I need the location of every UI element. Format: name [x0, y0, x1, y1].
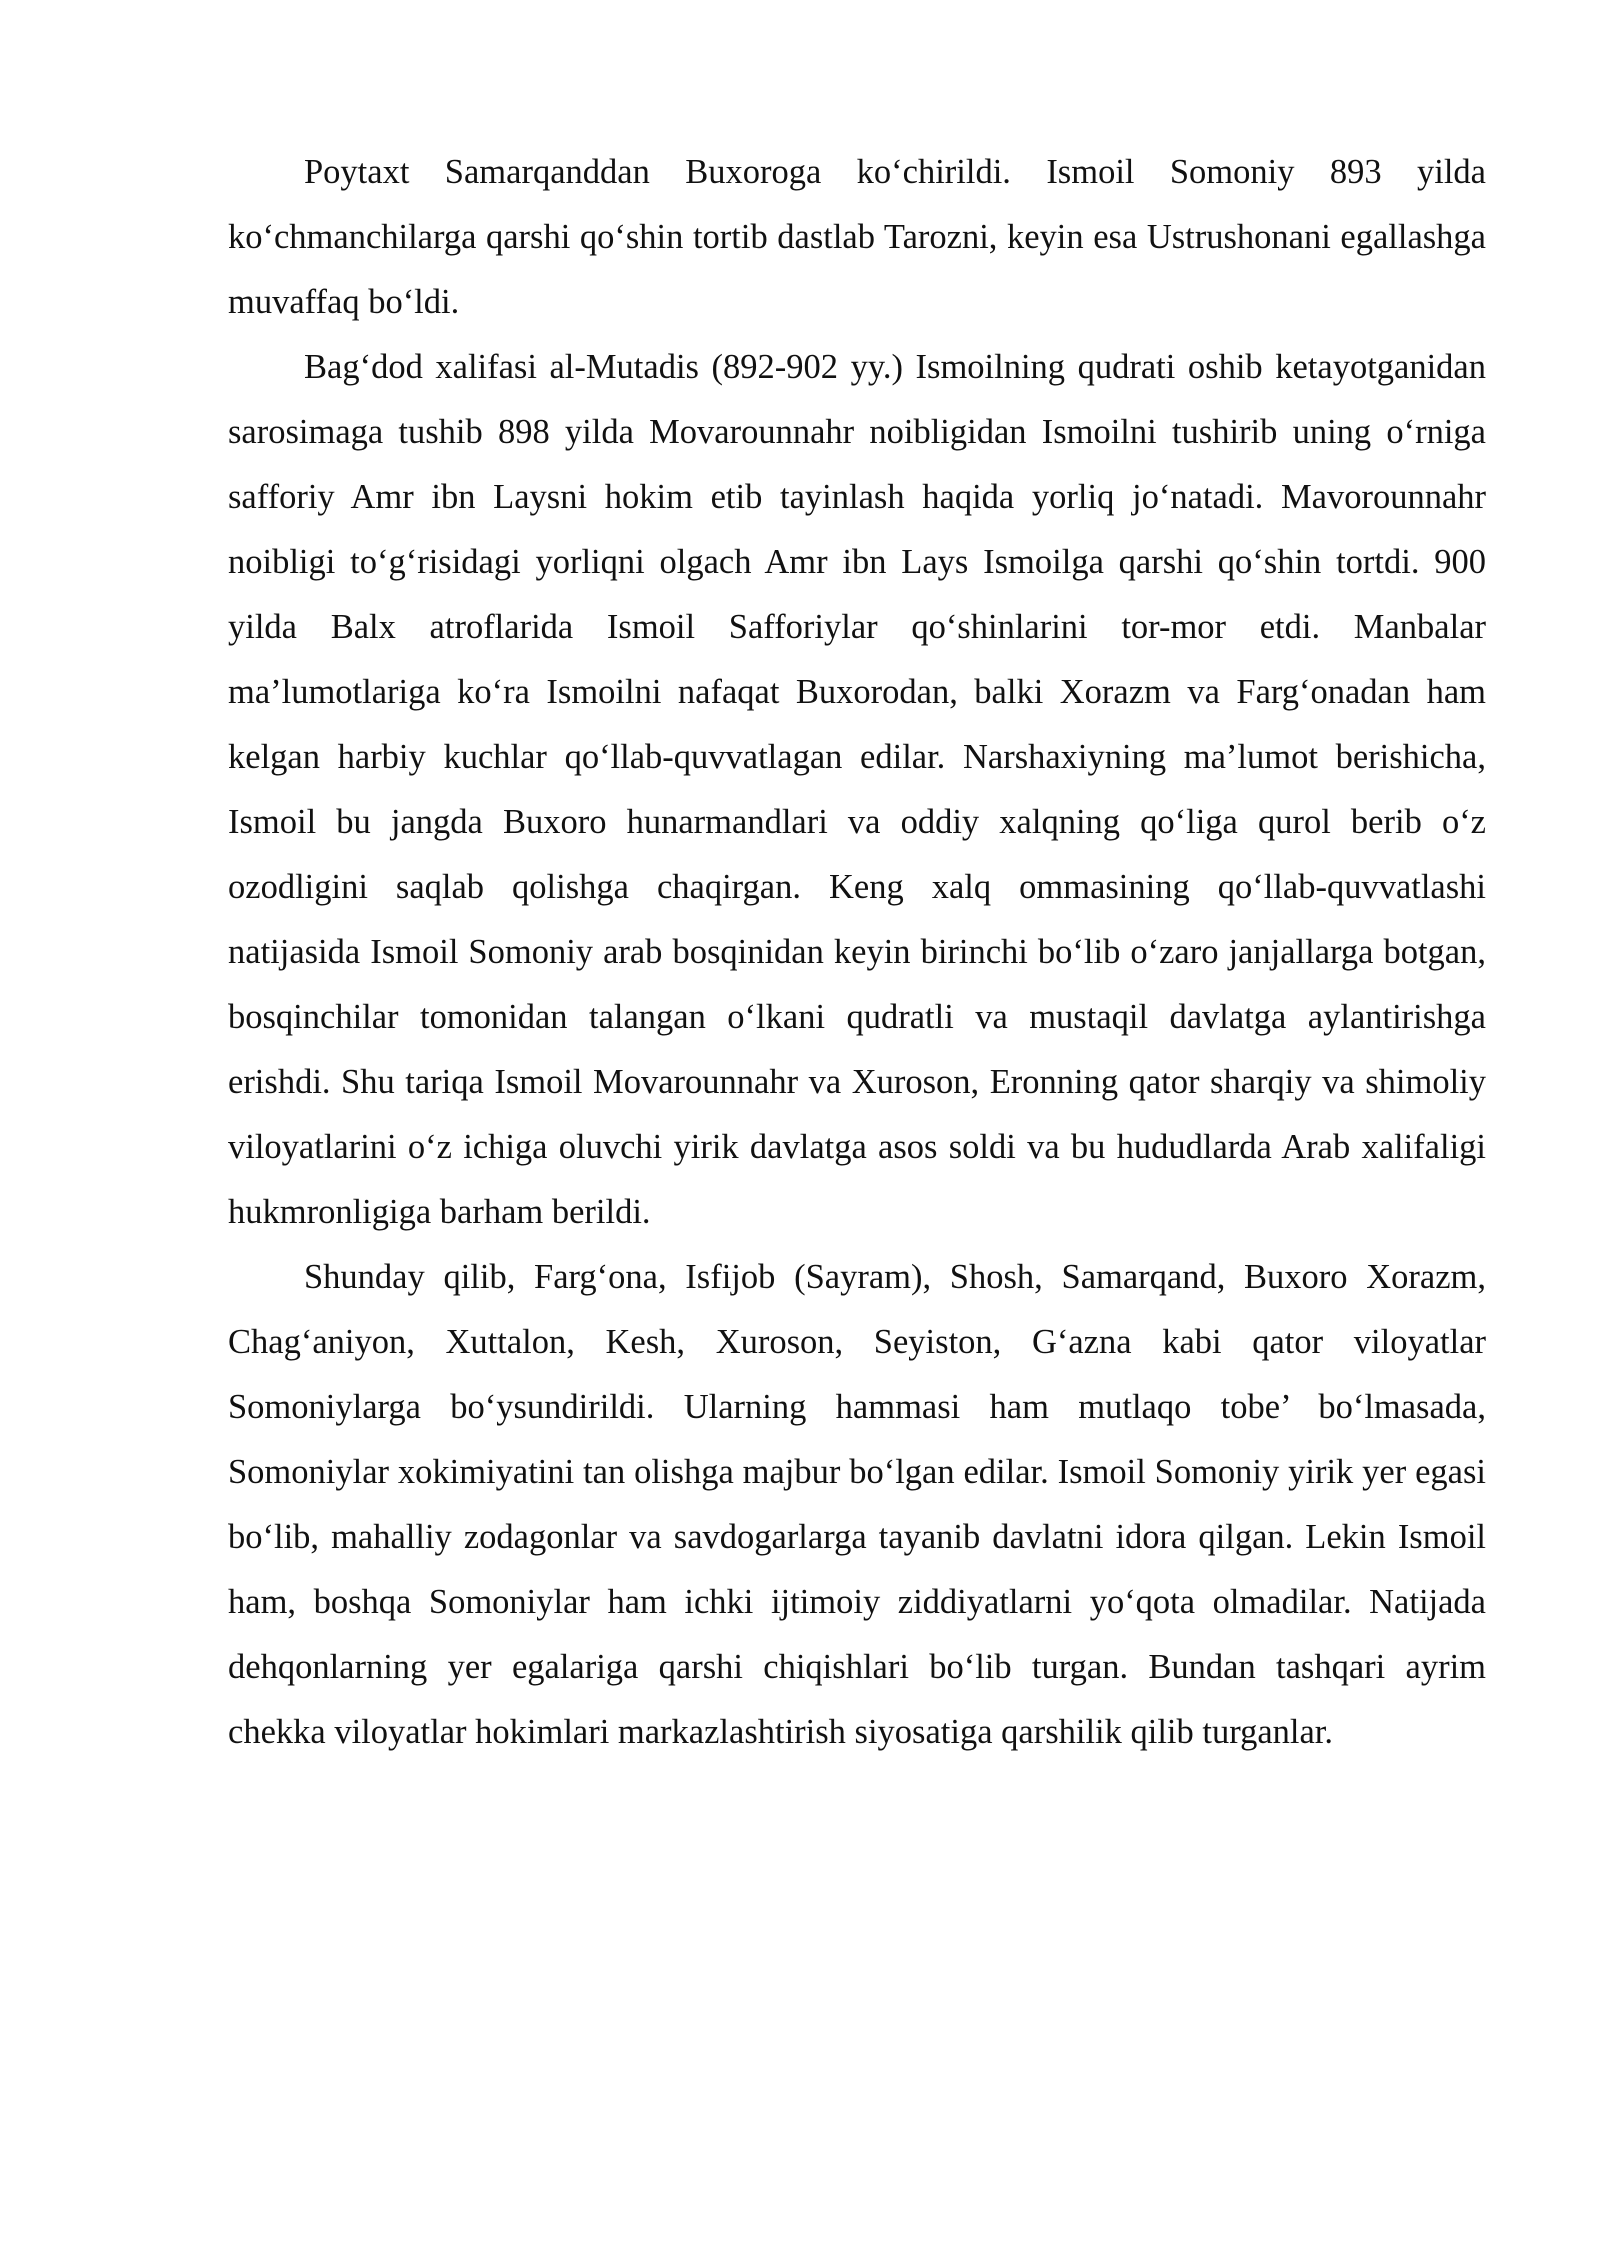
paragraph-3: Shunday qilib, Farg‘ona, Isfijob (Sayram), Shosh, Samarqand, Buxoro Xorazm, Chag‘aniyon, Xuttalon, Kesh, Xuroson, Seyiston, G‘azna kabi qator viloyatlar Somoniylarga bo‘ysundirildi. Ularning hammasi ham mutlaqo tobe’ bo‘lmasada, Somoniylar xokimiyatini tan olishga majbur bo‘lgan edilar. Ismoil Somoniy yirik yer egasi bo‘lib, mahalliy zodagonlar va savdogarlarga tayanib davlatni idora qilgan. Lekin Ismoil ham, boshqa Somoniylar ham ichki ijtimoiy ziddiyatlarni yo‘qota olmadilar. Natijada dehqonlarning yer egalariga qarshi chiqishlari bo‘lib turgan. Bundan tashqari ayrim chekka viloyatlar hokimlari markazlashtirish siyosatiga qarshilik qilib turganlar. — [228, 1258, 1486, 1751]
paragraph-2: Bag‘dod xalifasi al-Mutadis (892-902 yy.) Ismoilning qudrati oshib ketayotganidan sarosimaga tushib 898 yilda Movarounnahr noibligidan Ismoilni tushirib uning o‘rniga safforiy Amr ibn Laysni hokim etib tayinlash haqida yorliq jo‘natadi. Mavorounnahr noibligi to‘g‘risidagi yorliqni olgach Amr ibn Lays Ismoilga qarshi qo‘shin tortdi. 900 yilda Balx atroflarida Ismoil Safforiylar qo‘shinlarini tor-mor etdi. Manbalar ma’lumotlariga ko‘ra Ismoilni nafaqat Buxorodan, balki Xorazm va Farg‘onadan ham kelgan harbiy kuchlar qo‘llab-quvvatlagan edilar. Narshaxiyning ma’lumot berishicha, Ismoil bu jangda Buxoro hunarmandlari va oddiy xalqning qo‘liga qurol berib o‘z ozodligini saqlab qolishga chaqirgan. Keng xalq ommasining qo‘llab-quvvatlashi natijasida Ismoil Somoniy arab bosqinidan keyin birinchi bo‘lib o‘zaro janjallarga botgan, bosqinchilar tomonidan talangan o‘lkani qudratli va mustaqil davlatga aylantirishga erishdi. Shu tariqa Ismoil Movarounnahr va Xuroson, Eronning qator sharqiy va shimoliy viloyatlarini o‘z ichiga oluvchi yirik davlatga asos soldi va bu hududlarda Arab xalifaligi hukmronligiga barham berildi. — [228, 348, 1486, 1231]
paragraph-1: Poytaxt Samarqanddan Buxoroga ko‘chirildi. Ismoil Somoniy 893 yilda ko‘chmanchilarga qarshi qo‘shin tortib dastlab Tarozni, keyin esa Ustrushonani egallashga muvaffaq bo‘ldi. — [228, 153, 1486, 321]
document-page — [228, 140, 1486, 1765]
